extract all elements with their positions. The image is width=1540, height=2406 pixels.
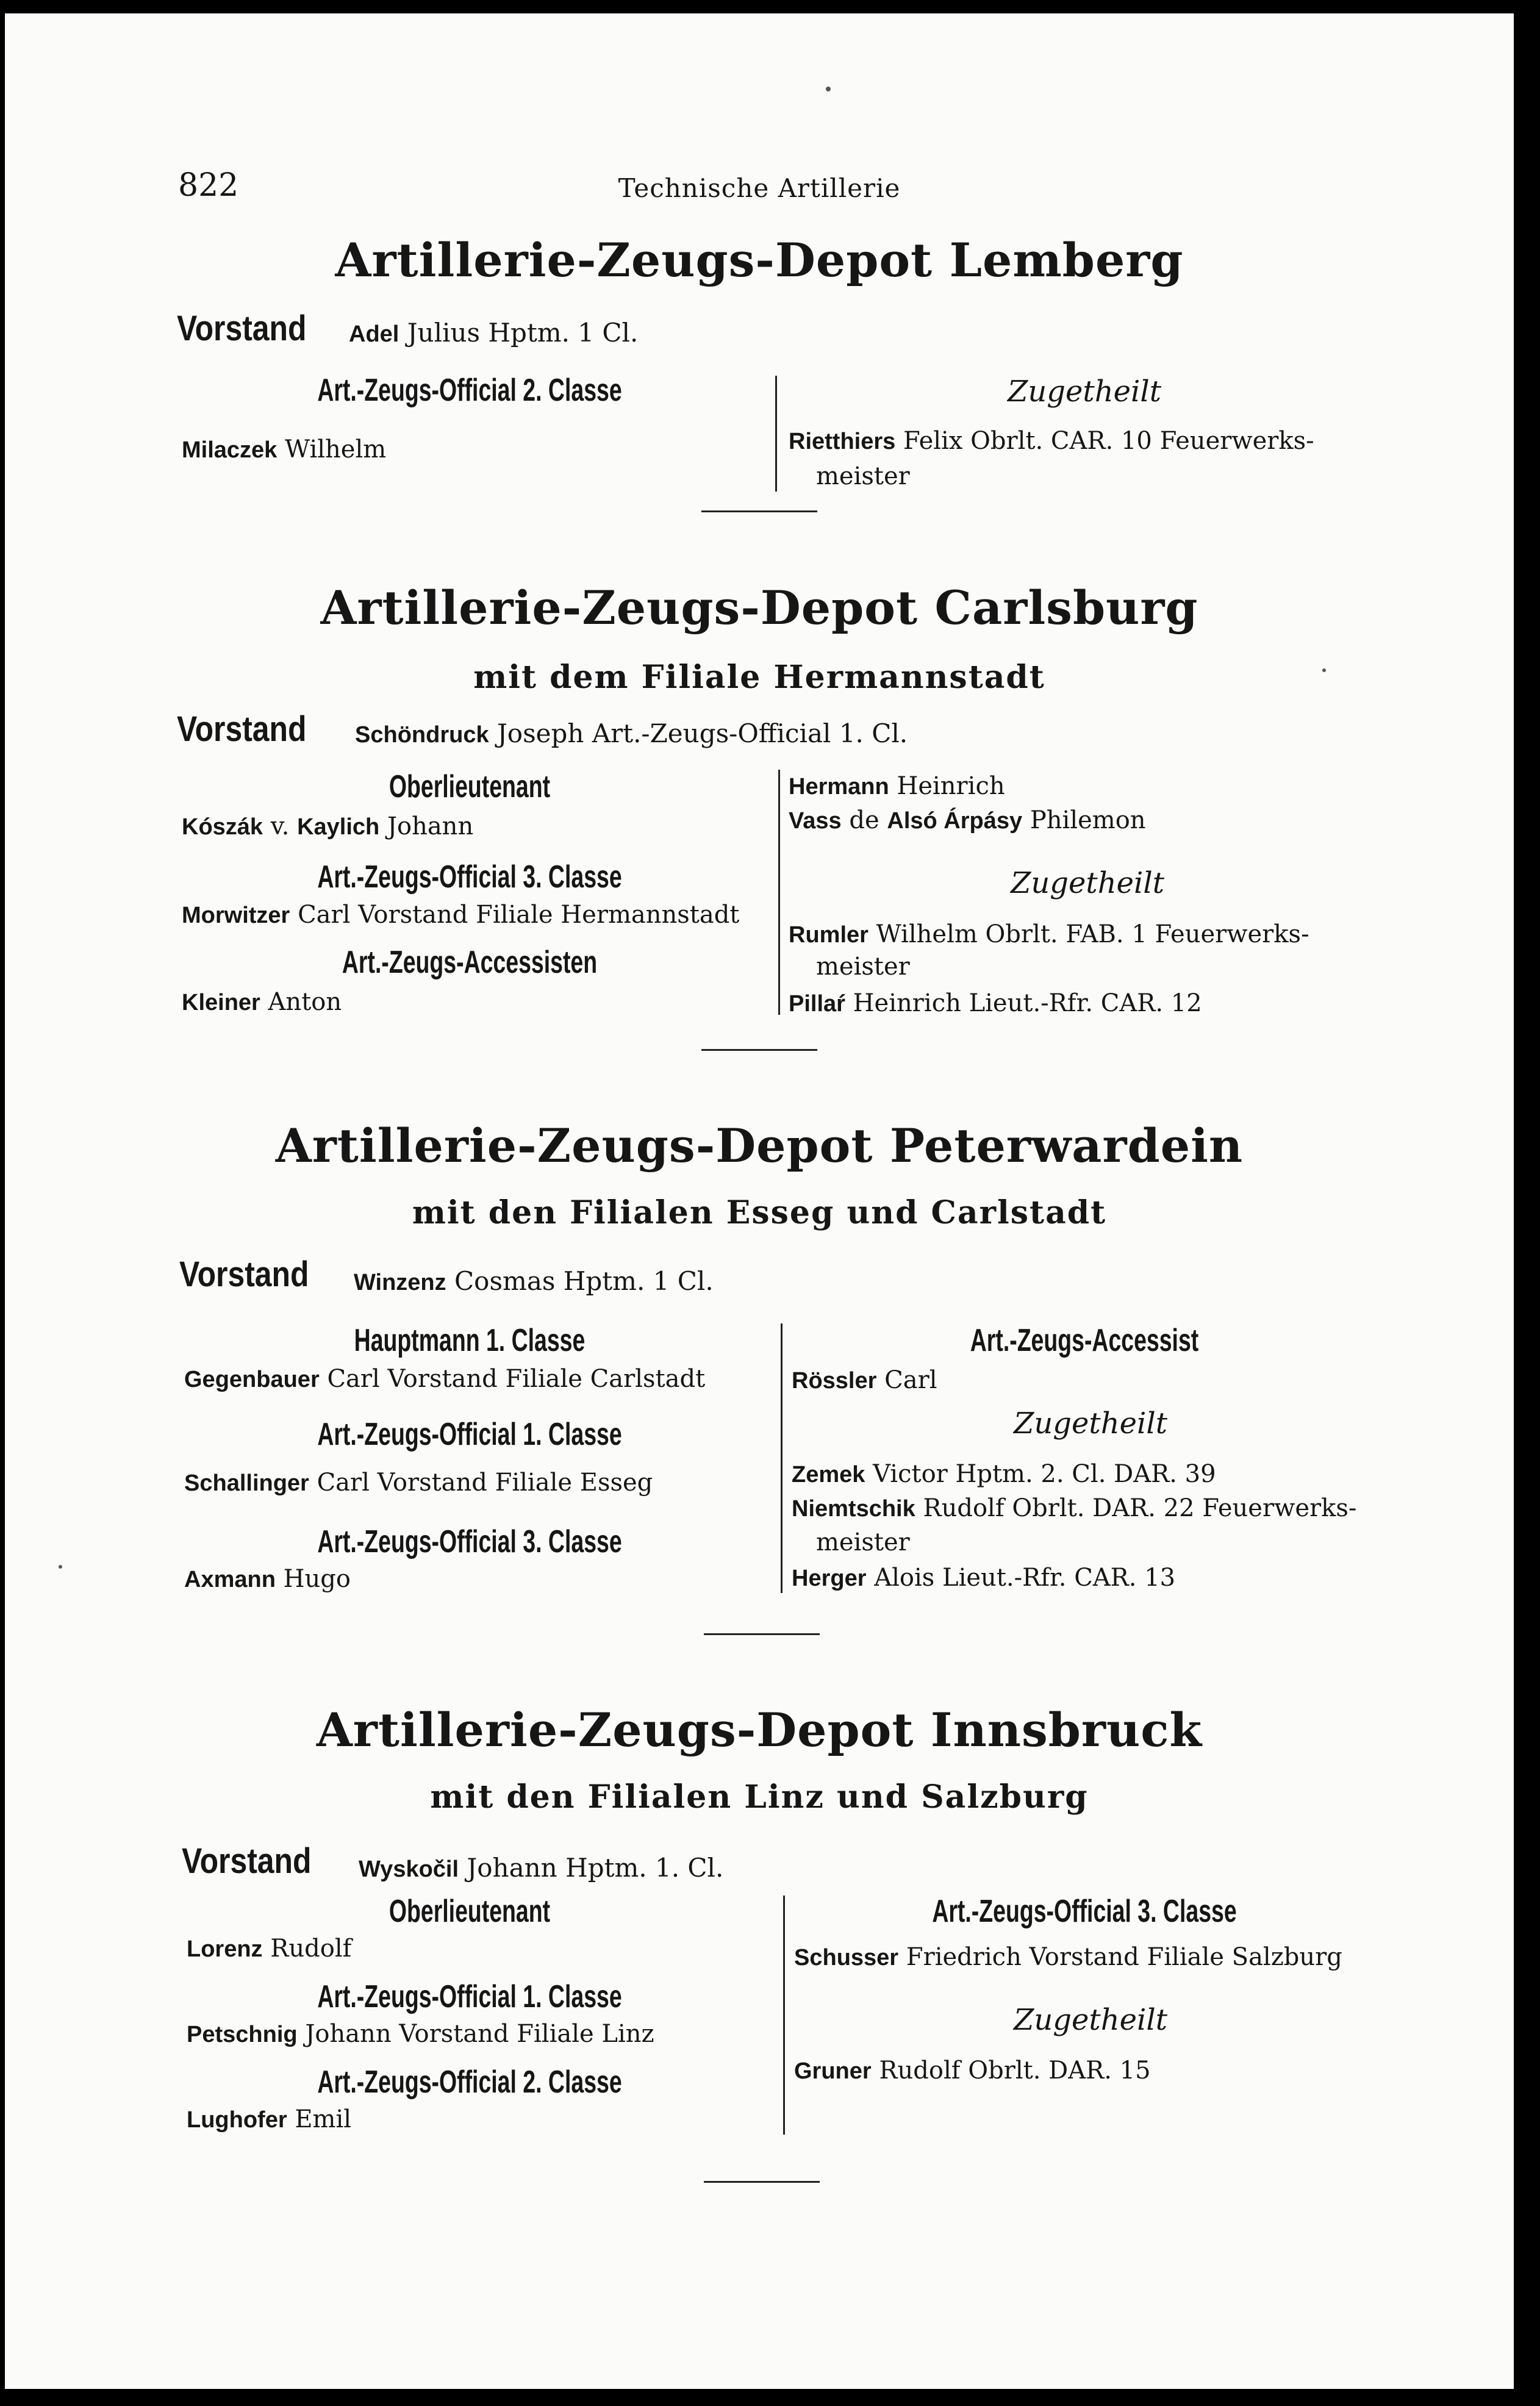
person-details: Carl <box>884 1366 937 1394</box>
person-details: Philemon <box>1030 806 1146 834</box>
vorstand-label: Vorstand <box>177 709 307 749</box>
section-divider <box>704 1633 820 1635</box>
column-divider <box>775 376 777 492</box>
vorstand-label: Vorstand <box>182 1841 312 1881</box>
list-item <box>187 1935 351 1963</box>
section-title-lemberg: Artillerie-Zeugs-Depot Lemberg <box>335 233 1184 287</box>
section-divider <box>704 2181 820 2183</box>
list-item <box>187 2105 351 2133</box>
person-name: Niemtschik <box>792 1496 915 1522</box>
section-title-carlsburg: Artillerie-Zeugs-Depot Carlsburg <box>320 581 1198 635</box>
page-number: 822 <box>178 167 239 204</box>
section-title-peterwardein: Artillerie-Zeugs-Depot Peterwardein <box>275 1119 1244 1173</box>
list-item <box>182 901 739 929</box>
person-particle: de <box>841 806 887 834</box>
rank-heading: Art.-Zeugs-Accessisten <box>342 945 598 980</box>
rank-heading: Oberlieutenant <box>389 1894 551 1929</box>
person-details: Heinrich Lieut.-Rfr. CAR. 12 <box>853 989 1202 1017</box>
person-name: Zemek <box>792 1462 865 1488</box>
person-name: Gegenbauer <box>184 1367 320 1392</box>
person-details: Heinrich <box>897 772 1005 800</box>
person-particle: v. <box>263 812 298 840</box>
list-item <box>187 2020 654 2048</box>
person-name: Rumler <box>789 922 868 948</box>
section-subtitle: mit dem Filiale Hermannstadt <box>473 659 1045 696</box>
person-name: Morwitzer <box>182 903 290 928</box>
person-details: Carl Vorstand Filiale Esseg <box>317 1469 653 1497</box>
section-subtitle: mit den Filialen Linz und Salzburg <box>430 1778 1089 1816</box>
person-details: Carl Vorstand Filiale Hermannstadt <box>298 901 740 929</box>
list-item <box>792 1564 1175 1592</box>
ink-speck <box>1322 668 1326 672</box>
person-details: Carl Vorstand Filiale Carlstadt <box>327 1365 706 1393</box>
zugetheilt-heading: Zugetheilt <box>1014 2003 1167 2037</box>
list-item <box>792 1460 1216 1488</box>
person-details: Johann Vorstand Filiale Linz <box>305 2020 654 2048</box>
list-item <box>789 920 1309 948</box>
person-details: Friedrich Vorstand Filiale Salzburg <box>906 1943 1342 1971</box>
continuation-line: meister <box>816 1528 910 1556</box>
rank-heading: Oberlieutenant <box>389 769 551 804</box>
vorstand-label: Vorstand <box>177 309 307 348</box>
rank-heading: Art.-Zeugs-Official 3. Classe <box>932 1894 1237 1929</box>
list-item <box>184 1565 351 1593</box>
list-item <box>794 2057 1151 2085</box>
list-item <box>182 812 473 840</box>
person-details: Felix Obrlt. CAR. 10 Feuerwerks- <box>903 427 1314 455</box>
vorstand-name: Schöndruck <box>355 722 489 748</box>
zugetheilt-heading: Zugetheilt <box>1011 866 1164 900</box>
list-item <box>789 989 1202 1017</box>
paper-sheet <box>5 13 1514 2389</box>
vorstand-entry <box>355 718 908 748</box>
vorstand-name: Wyskočil <box>359 1856 459 1882</box>
list-item <box>789 772 1005 800</box>
person-details: Hugo <box>283 1565 351 1593</box>
person-name: Pillaŕ <box>789 991 845 1017</box>
person-details: Wilhelm Obrlt. FAB. 1 Feuerwerks- <box>876 920 1309 948</box>
list-item <box>792 1366 937 1394</box>
person-name: Gruner <box>794 2058 872 2084</box>
person-details: Alois Lieut.-Rfr. CAR. 13 <box>874 1564 1176 1592</box>
section-subtitle: mit den Filialen Esseg und Carlstadt <box>412 1194 1107 1231</box>
vorstand-entry <box>349 318 638 348</box>
list-item <box>182 435 386 464</box>
vorstand-details: Cosmas Hptm. 1 Cl. <box>454 1266 714 1296</box>
ink-speck <box>826 87 831 91</box>
vorstand-entry <box>354 1266 714 1296</box>
zugetheilt-heading: Zugetheilt <box>1014 1406 1167 1441</box>
person-details: Emil <box>295 2105 352 2133</box>
person-name: Rössler <box>792 1368 877 1394</box>
person-name: Lorenz <box>187 1936 263 1962</box>
section-divider <box>701 1049 817 1051</box>
person-name: Petschnig <box>187 2022 298 2047</box>
column-divider <box>783 1896 785 2135</box>
person-name: Herger <box>792 1566 867 1591</box>
list-item <box>792 1494 1356 1522</box>
zugetheilt-heading: Zugetheilt <box>1008 374 1161 409</box>
section-title-innsbruck: Artillerie-Zeugs-Depot Innsbruck <box>316 1703 1203 1757</box>
person-details: Johann <box>387 812 474 840</box>
vorstand-name: Winzenz <box>354 1270 446 1295</box>
rank-heading: Art.-Zeugs-Official 2. Classe <box>317 2064 622 2100</box>
continuation-line: meister <box>816 953 910 981</box>
list-item <box>182 988 342 1016</box>
rank-heading: Hauptmann 1. Classe <box>354 1323 586 1358</box>
running-title: Technische Artillerie <box>618 173 901 203</box>
person-name: Vass <box>789 808 842 834</box>
person-details: Anton <box>268 988 342 1016</box>
person-name: Axmann <box>184 1567 276 1592</box>
vorstand-name: Adel <box>349 321 399 347</box>
person-name: Rietthiers <box>789 429 896 454</box>
person-name: Schallinger <box>184 1470 309 1496</box>
person-name-2: Alsó Árpásy <box>887 808 1023 834</box>
rank-heading: Art.-Zeugs-Official 3. Classe <box>317 859 622 895</box>
continuation-line: meister <box>816 462 910 490</box>
vorstand-details: Joseph Art.-Zeugs-Official 1. Cl. <box>496 718 908 748</box>
list-item <box>789 806 1146 834</box>
person-name: Kószák <box>182 814 263 840</box>
rank-heading: Art.-Zeugs-Official 3. Classe <box>317 1524 622 1559</box>
column-divider <box>778 770 780 1015</box>
ink-speck <box>59 1565 62 1569</box>
person-details: Rudolf <box>270 1935 352 1963</box>
person-name: Hermann <box>789 774 889 800</box>
vorstand-label: Vorstand <box>179 1255 309 1294</box>
person-name-2: Kaylich <box>297 814 380 840</box>
person-details: Rudolf Obrlt. DAR. 22 Feuerwerks- <box>923 1494 1357 1522</box>
vorstand-entry <box>359 1853 723 1883</box>
list-item <box>184 1365 705 1393</box>
rank-heading: Art.-Zeugs-Official 1. Classe <box>317 1417 622 1452</box>
person-details: Rudolf Obrlt. DAR. 15 <box>879 2057 1151 2085</box>
person-name: Milaczek <box>182 437 278 463</box>
rank-heading: Art.-Zeugs-Official 1. Classe <box>317 1979 622 2014</box>
section-divider <box>701 510 817 512</box>
list-item <box>789 427 1314 455</box>
rank-heading: Art.-Zeugs-Official 2. Classe <box>317 373 622 408</box>
person-details: Victor Hptm. 2. Cl. DAR. 39 <box>873 1460 1216 1488</box>
person-name: Kleiner <box>182 990 260 1015</box>
column-divider <box>781 1323 783 1593</box>
vorstand-details: Johann Hptm. 1. Cl. <box>467 1853 724 1883</box>
list-item <box>184 1469 653 1497</box>
person-details: Wilhelm <box>285 435 387 464</box>
vorstand-details: Julius Hptm. 1 Cl. <box>407 318 639 348</box>
rank-heading: Art.-Zeugs-Accessist <box>970 1323 1199 1358</box>
person-name: Schusser <box>794 1945 899 1971</box>
list-item <box>794 1943 1342 1971</box>
person-name: Lughofer <box>187 2107 287 2133</box>
